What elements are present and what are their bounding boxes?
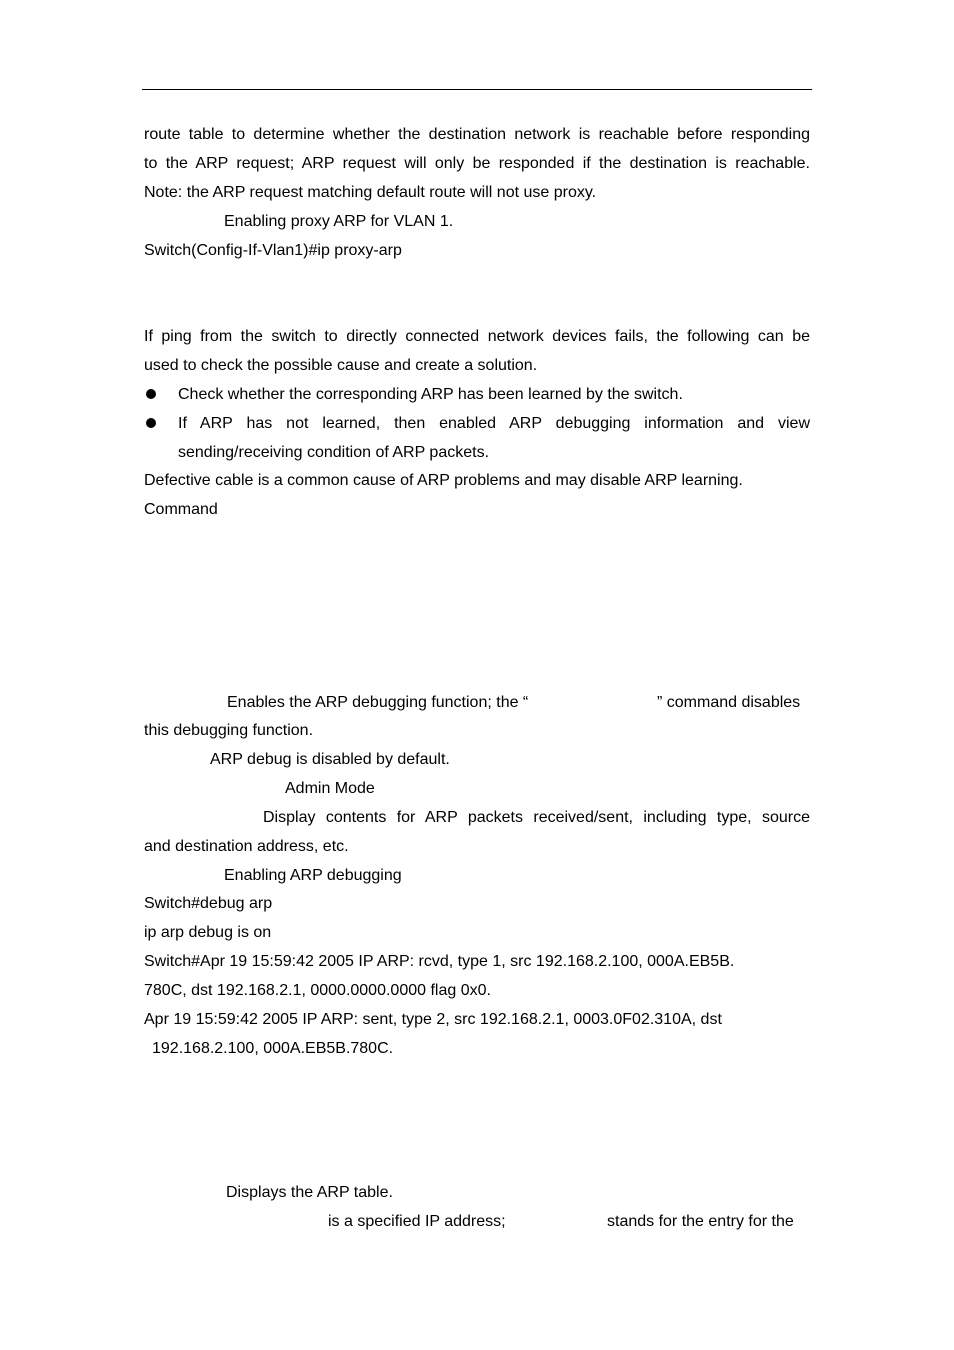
body-text-line: route table to determine whether the destination network is reachable before responding bbox=[144, 126, 810, 143]
example-output: Switch#debug arp bbox=[144, 895, 273, 912]
bullet-item: If ARP has not learned, then enabled ARP debugging information and view bbox=[178, 415, 810, 432]
function-text: ” command disables bbox=[657, 694, 801, 711]
example-description: Enabling proxy ARP for VLAN 1. bbox=[224, 213, 454, 230]
usage-guide: and destination address, etc. bbox=[144, 838, 349, 855]
body-text-line: to the ARP request; ARP request will only be responded if the destination is reachable. bbox=[144, 155, 810, 172]
function-text: Displays the ARP table. bbox=[226, 1184, 393, 1201]
section-heading: Command bbox=[144, 501, 218, 518]
usage-guide: Display contents for ARP packets received/sent, including type, source bbox=[263, 809, 810, 826]
function-text: Enables the ARP debugging function; the “ bbox=[227, 694, 529, 711]
example-output: 780C, dst 192.168.2.1, 0000.0000.0000 flag 0x0. bbox=[144, 982, 491, 999]
body-text-line: Defective cable is a common cause of ARP problems and may disable ARP learning. bbox=[144, 472, 743, 489]
parameter-text: is a specified IP address; bbox=[328, 1213, 506, 1230]
default-text: ARP debug is disabled by default. bbox=[210, 751, 450, 768]
bullet-item: Check whether the corresponding ARP has been learned by the switch. bbox=[178, 386, 683, 403]
example-command: Switch(Config-If-Vlan1)#ip proxy-arp bbox=[144, 242, 402, 259]
bullet-icon bbox=[146, 389, 156, 399]
bullet-icon bbox=[146, 418, 156, 428]
header-rule bbox=[142, 89, 812, 90]
example-output: Switch#Apr 19 15:59:42 2005 IP ARP: rcvd, type 1, src 192.168.2.100, 000A.EB5B. bbox=[144, 953, 735, 970]
function-text: this debugging function. bbox=[144, 722, 314, 739]
body-text-line: If ping from the switch to directly connected network devices fails, the following can be bbox=[144, 328, 810, 345]
bullet-item-continuation: sending/receiving condition of ARP packets. bbox=[178, 444, 490, 461]
command-mode: Admin Mode bbox=[285, 780, 375, 797]
example-output: 192.168.2.100, 000A.EB5B.780C. bbox=[152, 1040, 394, 1057]
example-output: ip arp debug is on bbox=[144, 924, 272, 941]
example-output: Apr 19 15:59:42 2005 IP ARP: sent, type 2, src 192.168.2.1, 0003.0F02.310A, dst bbox=[144, 1011, 722, 1028]
parameter-text: stands for the entry for the bbox=[607, 1213, 794, 1230]
example-description: Enabling ARP debugging bbox=[224, 867, 402, 884]
body-text-line: Note: the ARP request matching default route will not use proxy. bbox=[144, 184, 597, 201]
body-text-line: used to check the possible cause and create a solution. bbox=[144, 357, 538, 374]
